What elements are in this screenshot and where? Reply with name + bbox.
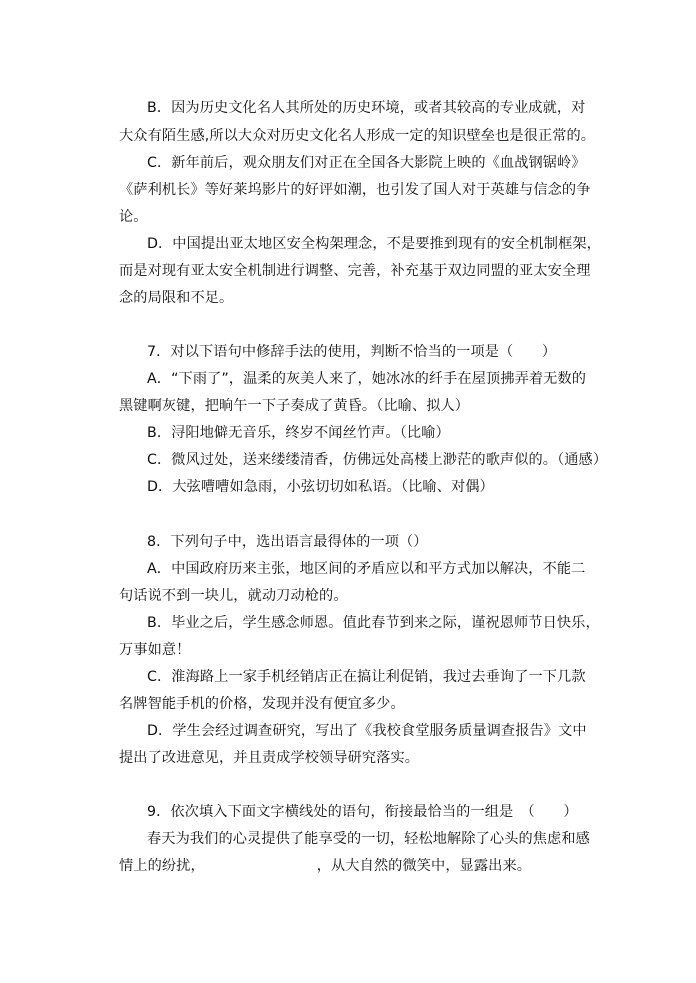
q7-option-b: B．浔阳地僻无音乐，终岁不闻丝竹声。（比喻） [147, 425, 450, 441]
q6-option-d-line2: 而是对现有亚太安全机制进行调整、完善，补充基于双边同盟的亚太安全理 [119, 263, 591, 279]
q8-stem: 8．下列句子中，选出语言最得体的一项（） [147, 534, 428, 550]
q7-stem: 7．对以下语句中修辞手法的使用，判断不恰当的一项是（ ） [147, 344, 557, 360]
q6-option-c-line3: 论。 [119, 209, 148, 225]
q7-option-d: D．大弦嘈嘈如急雨，小弦切切如私语。（比喻、对偶） [147, 479, 494, 495]
q6-option-c-line2: 《萨利机长》等好莱坞影片的好评如潮，也引发了国人对于英雄与信念的争 [119, 182, 591, 198]
q8-option-a-line1: A．中国政府历来主张，地区间的矛盾应以和平方式加以解决，不能二 [147, 561, 586, 577]
q8-option-d-line2: 提出了改进意见，并且责成学校领导研究落实。 [119, 750, 420, 766]
q6-option-b-line1: B．因为历史文化名人其所处的历史环境，或者其较高的专业成就，对 [147, 100, 586, 116]
q9-passage-line2 [119, 856, 531, 876]
q6-option-d-line1: D．中国提出亚太地区安全构架理念，不是要推到现有的安全机制框架， [147, 236, 601, 252]
q9-passage-line1: 春天为我们的心灵提供了能享受的一切，轻松地解除了心头的焦虑和感 [147, 831, 590, 847]
q8-option-c-line2: 名牌智能手机的价格，发现并没有便宜多少。 [119, 696, 405, 712]
q9-stem: 9．依次填入下面文字横线处的语句，衔接最恰当的一组是 （ ） [147, 804, 578, 820]
q9-passage-line2-start: 情上的纷扰， [119, 858, 205, 874]
q8-option-d-line1: D．学生会经过调查研究，写出了《我校食堂服务质量调查报告》文中 [147, 723, 587, 739]
q6-option-c-line1: C．新年前后，观众朋友们对正在全国各大影院上映的《血战钢锯岭》 [147, 155, 586, 171]
q7-option-a-line1: A．“下雨了”，温柔的灰美人来了，她冰冰的纤手在屋顶拂弄着无数的 [147, 371, 587, 387]
q8-option-b-line2: 万事如意！ [119, 642, 191, 658]
q6-option-b-line2: 大众有陌生感,所以大众对历史文化名人形成一定的知识壁垒也是很正常的。 [119, 128, 596, 144]
q7-option-a-line2: 黑键啊灰键，把晌午一下子奏成了黄昏。（比喻、拟人） [119, 398, 470, 414]
q8-option-a-line2: 句话说不到一块儿，就动刀动枪的。 [119, 588, 348, 604]
q6-option-d-line3: 念的局限和不足。 [119, 290, 234, 306]
q9-passage-line2-end: ，从大自然的微笑中，显露出来。 [316, 858, 532, 874]
q7-option-c: C．微风过处，送来缕缕清香，仿佛远处高楼上渺茫的歌声似的。（通感） [147, 452, 608, 468]
q8-option-b-line1: B．毕业之后，学生感念师恩。值此春节到来之际，谨祝恩师节日快乐， [147, 615, 600, 631]
q8-option-c-line1: C．淮海路上一家手机经销店正在搞让利促销，我过去垂询了一下几款 [147, 669, 586, 685]
